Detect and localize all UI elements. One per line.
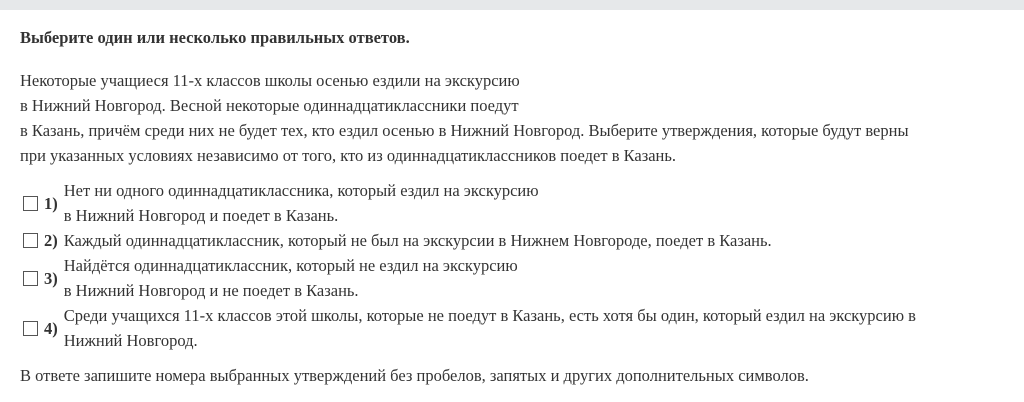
option-4-number: 4) bbox=[44, 318, 58, 338]
option-1-line: Нет ни одного одиннадцатиклассника, который ездил на экскурсию bbox=[63, 181, 539, 200]
option-3-text bbox=[64, 253, 994, 303]
option-2-text bbox=[64, 228, 994, 253]
task-condition bbox=[20, 68, 1010, 168]
option-3-number: 3) bbox=[44, 268, 58, 288]
option-2-line: Каждый одиннадцатиклассник, который не был на экскурсии в Нижнем Новгороде, поедет в Казань. bbox=[63, 231, 772, 250]
option-2-checkbox[interactable] bbox=[23, 233, 38, 248]
task-instruction: Выберите один или несколько правильных ответов. bbox=[20, 28, 410, 47]
option-3-checkbox[interactable] bbox=[23, 271, 38, 286]
option-2-number: 2) bbox=[44, 231, 58, 250]
answer-option-2[interactable] bbox=[20, 228, 1010, 253]
option-3-line: в Нижний Новгород и не поедет в Казань. bbox=[63, 281, 359, 300]
option-4-text bbox=[64, 303, 994, 353]
answer-option-3[interactable] bbox=[20, 253, 1010, 303]
answer-instruction: В ответе запишите номера выбранных утверждений без пробелов, запятых и других дополнительных символов. bbox=[20, 366, 809, 385]
condition-line: в Нижний Новгород. Весной некоторые одиннадцатиклассники поедут bbox=[20, 96, 519, 115]
option-4-line: Среди учащихся 11-х классов этой школы, которые не поедут в Казань, есть хотя бы один, который ездил на экскурсию в bbox=[63, 306, 916, 325]
option-1-number: 1) bbox=[44, 193, 58, 213]
condition-line: при указанных условиях независимо от того, кто из одиннадцатиклассников поедет в Казань. bbox=[20, 146, 677, 165]
answer-option-4[interactable] bbox=[20, 303, 1010, 353]
option-4-checkbox[interactable] bbox=[23, 321, 38, 336]
option-1-line: в Нижний Новгород и поедет в Казань. bbox=[63, 206, 339, 225]
answer-option-1[interactable] bbox=[20, 178, 1010, 228]
option-1-text bbox=[64, 178, 994, 228]
condition-line: в Казань, причём среди них не будет тех, кто ездил осенью в Нижний Новгород. Выберите утверждения, которые будут верны bbox=[20, 121, 909, 140]
task-content bbox=[20, 26, 1010, 388]
option-3-line: Найдётся одиннадцатиклассник, который не ездил на экскурсию bbox=[63, 256, 518, 275]
condition-line: Некоторые учащиеся 11-х классов школы осенью ездили на экскурсию bbox=[20, 71, 520, 90]
option-1-checkbox[interactable] bbox=[23, 196, 38, 211]
option-4-line: Нижний Новгород. bbox=[63, 331, 198, 350]
top-bar bbox=[0, 0, 1024, 10]
